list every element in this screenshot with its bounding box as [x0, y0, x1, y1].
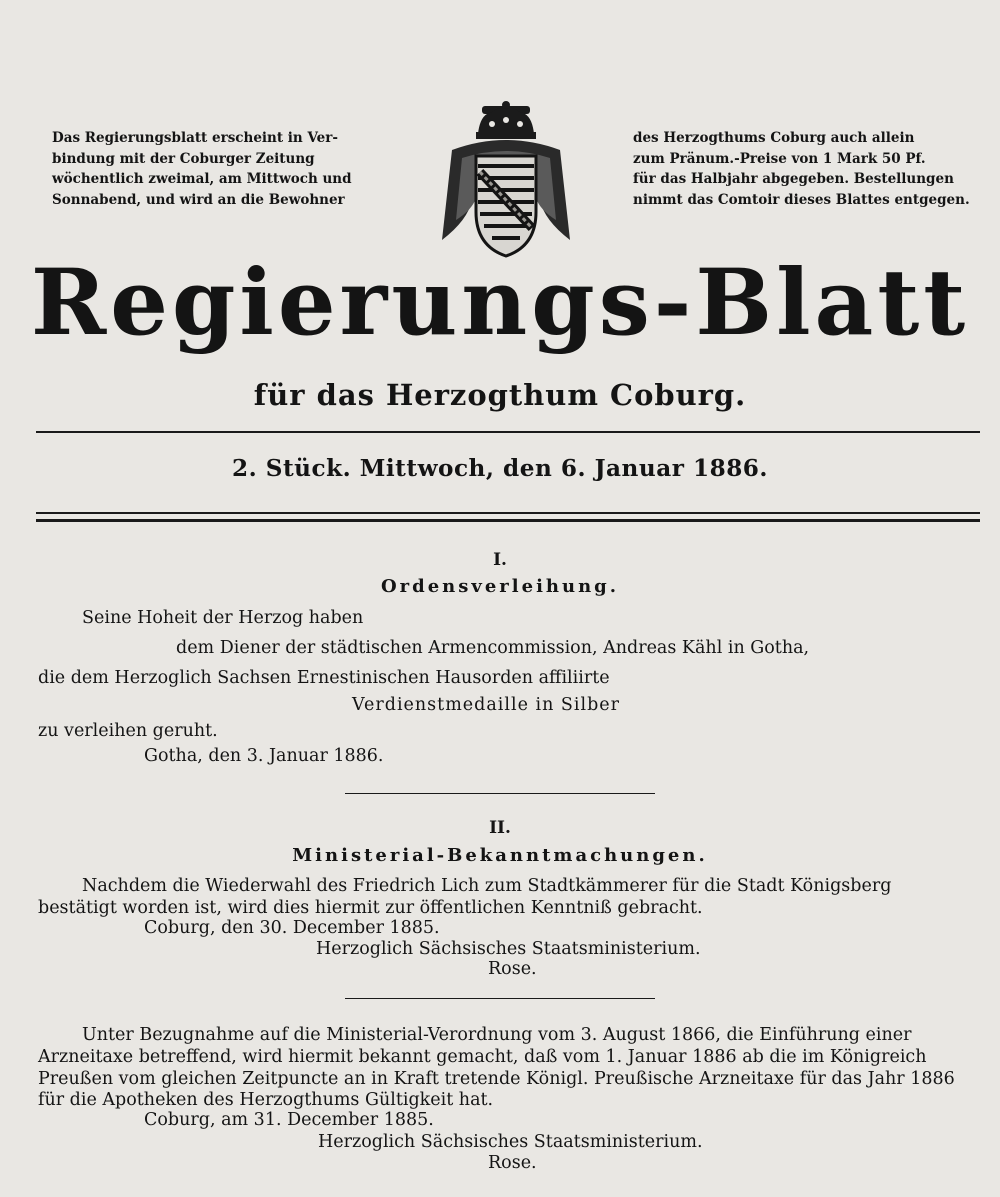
- subscription-notice-left: [52, 128, 377, 210]
- notice-left-line: Das Regierungsblatt erscheint in Ver-: [52, 130, 338, 146]
- issue-rule-bottom: [36, 519, 980, 522]
- notice2-line: Preußen vom gleichen Zeitpuncte an in Kraft tretende Königl. Preußische Arzneitaxe für das Jahr 1886: [38, 1069, 955, 1089]
- place-date: Coburg, den 30. December 1885.: [144, 918, 440, 938]
- section1-line: die dem Herzoglich Sachsen Ernestinischen Hausorden affiliirte: [38, 668, 610, 688]
- notice-left-line: wöchentlich zweimal, am Mittwoch und: [52, 171, 352, 187]
- notice-right-line: nimmt das Comtoir dieses Blattes entgegen.: [633, 191, 970, 208]
- notice-left-line: bindung mit der Coburger Zeitung: [52, 150, 315, 167]
- masthead-rule: [36, 431, 980, 433]
- subscription-notice-right: [633, 128, 973, 210]
- signature: Rose.: [488, 1153, 537, 1173]
- ministry-name: Herzoglich Sächsisches Staatsministerium.: [316, 939, 701, 959]
- section-heading: Ordensverleihung.: [380, 576, 620, 597]
- section-heading: Ministerial-Bekanntmachungen.: [292, 845, 708, 866]
- masthead-title: Regierungs-Blatt: [30, 250, 970, 356]
- section-number: I.: [493, 550, 507, 570]
- section1-line: dem Diener der städtischen Armencommission, Andreas Kähl in Gotha,: [176, 638, 810, 658]
- notice1-line: Nachdem die Wiederwahl des Friedrich Lich zum Stadtkämmerer für die Stadt Königsberg: [82, 876, 892, 896]
- section1-line: Seine Hoheit der Herzog haben: [82, 608, 364, 628]
- notice2-line: für die Apotheken des Herzogthums Gültigkeit hat.: [38, 1090, 494, 1110]
- signature: Rose.: [488, 959, 537, 979]
- section-divider: [345, 793, 655, 794]
- notice-right-line: für das Halbjahr abgegeben. Bestellungen: [633, 171, 954, 187]
- notice2-line: Arzneitaxe betreffend, wird hiermit bekannt gemacht, daß vom 1. Januar 1886 ab die im Königreich: [38, 1047, 927, 1067]
- section-number: II.: [489, 818, 511, 838]
- notice1-line: bestätigt worden ist, wird dies hiermit zur öffentlichen Kenntniß gebracht.: [38, 898, 703, 918]
- issue-rule-top: [36, 512, 980, 514]
- place-date: Coburg, am 31. December 1885.: [144, 1110, 434, 1130]
- masthead-subtitle: für das Herzogthum Coburg.: [253, 378, 747, 412]
- notice-right-line: des Herzogthums Coburg auch allein: [633, 130, 915, 146]
- notice2-line: Unter Bezugnahme auf die Ministerial-Verordnung vom 3. August 1866, die Einführung einer: [82, 1025, 912, 1045]
- section1-medal: Verdienstmedaille in Silber: [352, 695, 621, 715]
- notice-divider: [345, 998, 655, 999]
- issue-line: 2. Stück. Mittwoch, den 6. Januar 1886.: [232, 455, 768, 482]
- place-date: Gotha, den 3. Januar 1886.: [144, 746, 384, 766]
- notice-left-line: Sonnabend, und wird an die Bewohner: [52, 191, 345, 208]
- section1-line: zu verleihen geruht.: [38, 721, 218, 741]
- notice-right-line: zum Pränum.-Preise von 1 Mark 50 Pf.: [633, 150, 926, 167]
- ducal-coat-of-arms-icon: [432, 100, 580, 262]
- ministry-name: Herzoglich Sächsisches Staatsministerium.: [318, 1132, 703, 1152]
